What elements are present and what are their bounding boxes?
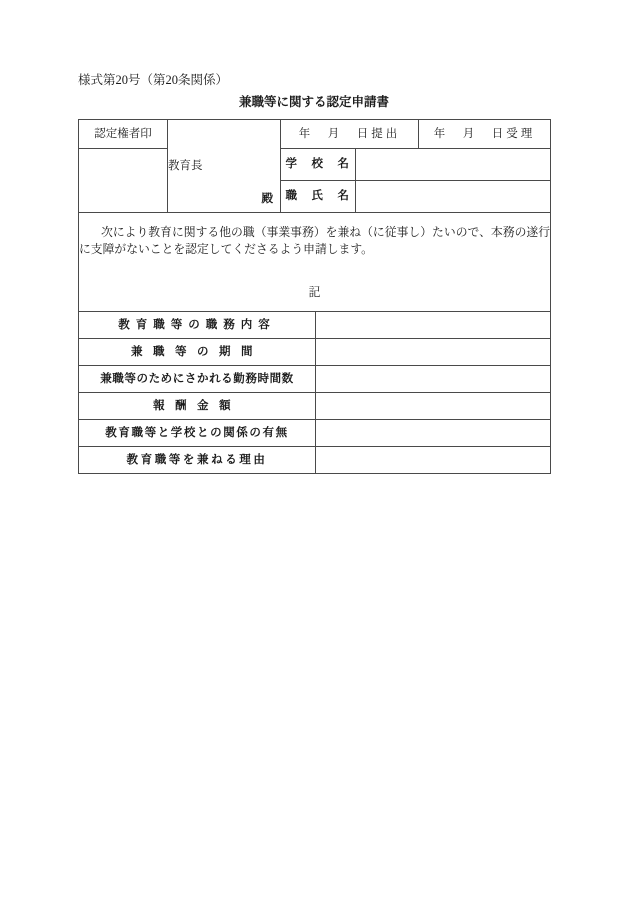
- statement-kiji-marker: 記: [308, 284, 321, 299]
- item-label-working-hours: 兼職等のためにさかれる勤務時間数: [79, 366, 316, 393]
- item-label-period: 兼職等の期間: [79, 339, 316, 366]
- item-row: [79, 420, 551, 447]
- item-value-school-relation[interactable]: [316, 420, 551, 447]
- item-label-remuneration: 報酬金額: [79, 393, 316, 420]
- document-title: 兼職等に関する認定申請書: [238, 95, 389, 109]
- school-name-input[interactable]: [356, 149, 551, 181]
- statement-row: [79, 213, 551, 312]
- position-name-label: 職 氏 名: [281, 181, 356, 213]
- statement-cell: [79, 213, 551, 312]
- item-value-duties[interactable]: [316, 312, 551, 339]
- item-row: [79, 447, 551, 474]
- item-value-period[interactable]: [316, 339, 551, 366]
- addressee-label: 教育長: [168, 159, 203, 172]
- form-number: 様式第20号（第20条関係）: [78, 73, 229, 87]
- item-row: [79, 366, 551, 393]
- application-form-table: [78, 119, 551, 474]
- addressee-honorific: 殿: [261, 193, 273, 205]
- statement-body: 次により教育に関する他の職（事業事務）を兼ね（に従事し）たいので、本務の遂行に支障がないことを認定してくださるよう申請します。: [79, 224, 551, 256]
- school-name-label: 学 校 名: [281, 149, 356, 181]
- submission-date-label: 年 月 日提出: [281, 120, 419, 149]
- header-row-top: [79, 120, 551, 149]
- approver-stamp-area[interactable]: [79, 149, 168, 213]
- item-label-reason: 教育職等を兼ねる理由: [79, 447, 316, 474]
- position-name-input[interactable]: [356, 181, 551, 213]
- addressee-cell: [168, 120, 281, 213]
- item-value-reason[interactable]: [316, 447, 551, 474]
- item-label-duties: 教育職等の職務内容: [79, 312, 316, 339]
- header-row-school: [79, 149, 551, 181]
- item-row: [79, 312, 551, 339]
- item-row: [79, 393, 551, 420]
- item-label-school-relation: 教育職等と学校との関係の有無: [79, 420, 316, 447]
- item-row: [79, 339, 551, 366]
- receipt-date-label: 年 月 日受理: [419, 120, 551, 149]
- item-value-working-hours[interactable]: [316, 366, 551, 393]
- approver-stamp-label: 認定権者印: [79, 120, 168, 149]
- item-value-remuneration[interactable]: [316, 393, 551, 420]
